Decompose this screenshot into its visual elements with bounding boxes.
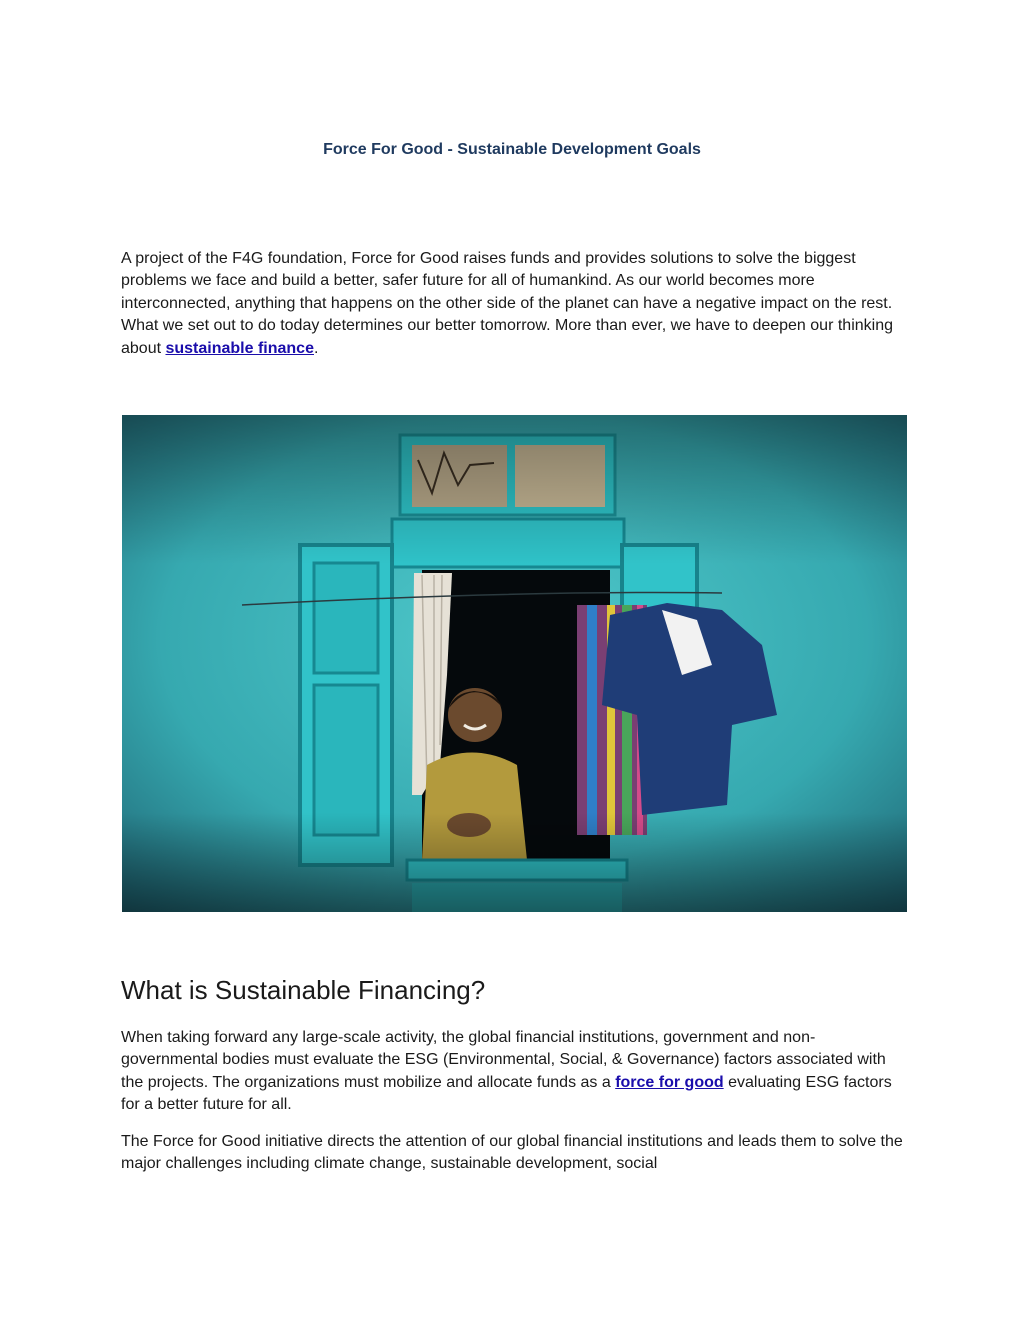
intro-text: A project of the F4G foundation, Force for Good raises funds and provides solutions to solve the biggest problems we face and build a better, safer future for all of humankind. As our world becomes more interconnected, anything that happens on the other side of the planet can have a negative impact on the rest. What we set out to do today determines our better tomorrow. More than ever, we have to deepen our thinking about	[121, 250, 893, 357]
intro-text-end: .	[313, 339, 319, 357]
esg-text-end: evaluating ESG factors for a better future for all.	[121, 1073, 892, 1114]
esg-paragraph	[121, 1027, 911, 1117]
intro-paragraph	[121, 248, 911, 360]
boy-at-window-photo	[122, 415, 907, 912]
initiative-paragraph: The Force for Good initiative directs the attention of our global financial institutions and leads them to solve the major challenges including climate change, sustainable development, social	[121, 1133, 903, 1173]
sustainable-finance-link[interactable]: sustainable finance	[165, 339, 314, 357]
force-for-good-link[interactable]: force for good	[615, 1073, 724, 1091]
page-title: Force For Good - Sustainable Development Goals	[323, 141, 701, 158]
section-heading: What is Sustainable Financing?	[121, 975, 486, 1005]
esg-text: When taking forward any large-scale activity, the global financial institutions, government and non-governmental bodies must evaluate the ESG (Environmental, Social, & Governance) factors associated with the projects. The organizations must mobilize and allocate funds as a	[121, 1029, 886, 1091]
